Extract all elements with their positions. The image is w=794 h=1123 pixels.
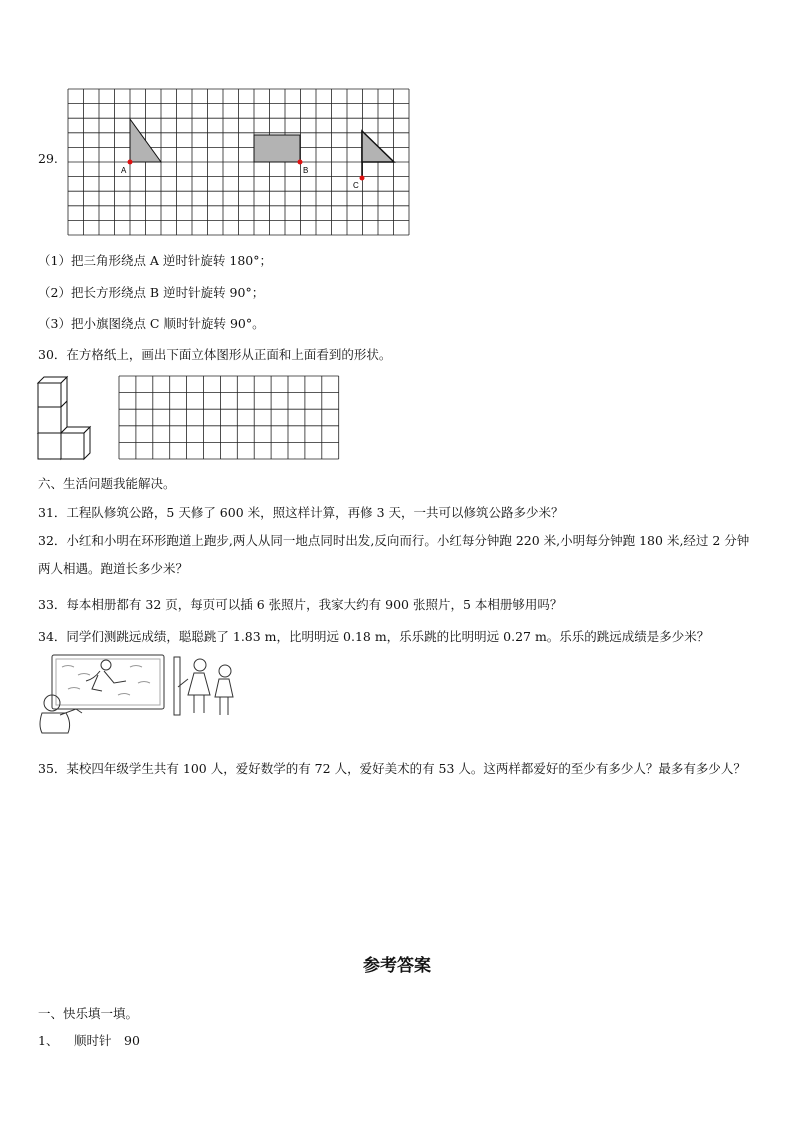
question-29-number: 29.	[38, 151, 58, 166]
point-c-label: C	[353, 181, 359, 190]
answers-title: 参考答案	[363, 956, 431, 976]
point-a-label: A	[121, 166, 127, 175]
question-29-grid-figure	[68, 89, 410, 237]
answer-item-1-number: 1、	[38, 1033, 59, 1048]
question-32-text: 32．小红和小明在环形跑道上跑步,两人从同一地点同时出发,反向而行。小红每分钟跑 220 米,小明每分钟跑 180 米,经过 2 分钟两人相遇。跑道长多少米？	[38, 533, 750, 576]
question-33-text: 33．每本相册都有 32 页，每页可以插 6 张照片，我家大约有 900 张照片，5 本相册够用吗？	[38, 597, 563, 612]
answer-item-1-text: 顺时针 90	[74, 1033, 140, 1048]
long-jump-illustration	[38, 653, 238, 735]
point-a	[128, 160, 133, 165]
question-30-text: 30．在方格纸上，画出下面立体图形从正面和上面看到的形状。	[38, 347, 392, 362]
question-31-text: 31．工程队修筑公路，5 天修了 600 米，照这样计算，再修 3 天，一共可以修筑公路多少米？	[38, 505, 564, 520]
section-6-title: 六、生活问题我能解决。	[38, 476, 176, 491]
cube-stack-figure	[36, 375, 92, 461]
point-b	[298, 160, 303, 165]
point-c	[360, 176, 365, 181]
rectangle-shape	[254, 135, 300, 162]
question-29-sub-1: （1）把三角形绕点 A 逆时针旋转 180°；	[38, 253, 273, 268]
question-29-sub-3: （3）把小旗图绕点 C 顺时针旋转 90°。	[38, 316, 265, 331]
answer-grid-30	[119, 376, 340, 460]
grid-lines	[68, 89, 409, 235]
point-b-label: B	[303, 166, 309, 175]
question-34-text: 34．同学们测跳远成绩，聪聪跳了 1.83 m，比明明远 0.18 m，乐乐跳的比明明远 0.27 m。乐乐的跳远成绩是多少米？	[38, 629, 710, 644]
question-35-text: 35．某校四年级学生共有 100 人，爱好数学的有 72 人，爱好美术的有 53 人。这两样都爱好的至少有多少人？最多有多少人？	[38, 761, 746, 776]
answers-section-1: 一、快乐填一填。	[38, 1006, 139, 1021]
question-29-sub-2: （2）把长方形绕点 B 逆时针旋转 90°；	[38, 285, 265, 300]
